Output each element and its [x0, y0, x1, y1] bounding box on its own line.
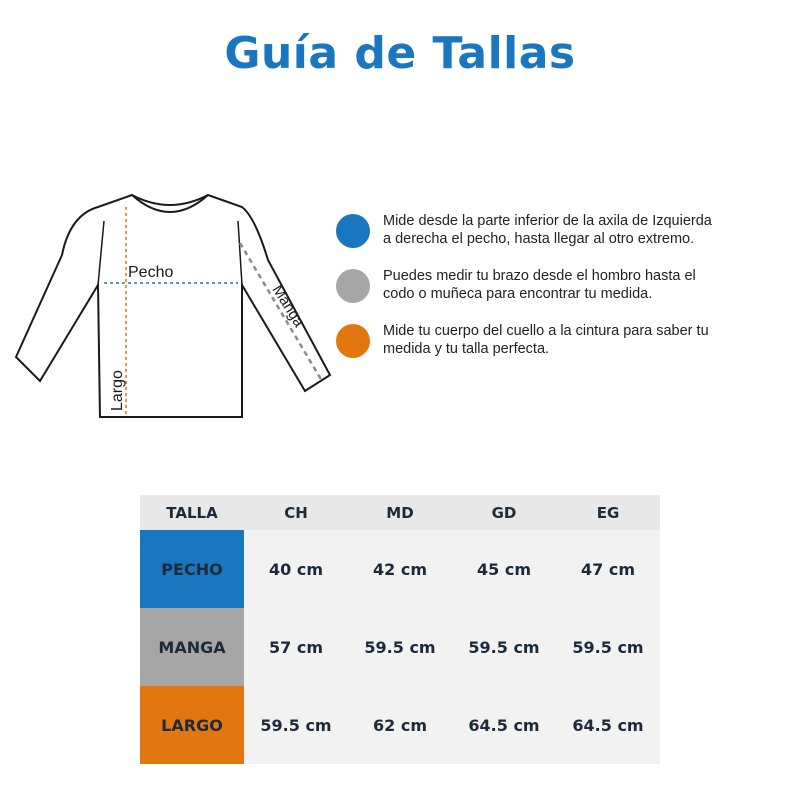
sleeve-measure-line: [240, 243, 322, 381]
table-row: [140, 608, 660, 686]
page-title: Guía de Tallas: [224, 28, 576, 79]
table-header-row: [140, 495, 660, 530]
table-cell: 59.5 cm: [348, 608, 452, 686]
table-row: [140, 686, 660, 764]
grey-dot-icon: [336, 269, 370, 303]
header-cell: GD: [452, 495, 556, 530]
sleeve-label: Manga: [268, 282, 308, 331]
table-cell: 47 cm: [556, 530, 660, 608]
measurement-legend: [336, 212, 776, 377]
table-cell: 64.5 cm: [452, 686, 556, 764]
table-cell: 42 cm: [348, 530, 452, 608]
left-sleeve-seam: [98, 221, 104, 285]
shirt-collar: [132, 195, 208, 212]
legend-item-chest: [336, 212, 776, 248]
table-cell: 64.5 cm: [556, 686, 660, 764]
chest-label: Pecho: [128, 264, 174, 281]
orange-dot-icon: [336, 324, 370, 358]
table-cell: 57 cm: [244, 608, 348, 686]
legend-item-sleeve: [336, 267, 776, 303]
table-cell: 59.5 cm: [244, 686, 348, 764]
shirt-diagram: [10, 185, 340, 425]
table-cell: 62 cm: [348, 686, 452, 764]
header-cell: CH: [244, 495, 348, 530]
legend-text: Mide tu cuerpo del cuello a la cintura para saber tu medida y tu talla perfecta.: [383, 323, 709, 357]
row-label-length: LARGO: [140, 686, 244, 764]
table-cell: 59.5 cm: [556, 608, 660, 686]
row-label-chest: PECHO: [140, 530, 244, 608]
right-sleeve-seam: [238, 221, 242, 285]
table-cell: 59.5 cm: [452, 608, 556, 686]
header-cell: TALLA: [140, 495, 244, 530]
row-label-sleeve: MANGA: [140, 608, 244, 686]
size-table: [140, 495, 660, 764]
legend-text: Puedes medir tu brazo desde el hombro hasta el codo o muñeca para encontrar tu medida.: [383, 268, 696, 302]
legend-item-length: [336, 322, 776, 358]
header-cell: MD: [348, 495, 452, 530]
blue-dot-icon: [336, 214, 370, 248]
length-label: Largo: [109, 370, 126, 411]
table-row: [140, 530, 660, 608]
table-cell: 45 cm: [452, 530, 556, 608]
table-cell: 40 cm: [244, 530, 348, 608]
header-cell: EG: [556, 495, 660, 530]
legend-text: Mide desde la parte inferior de la axila de Izquierda a derecha el pecho, hasta llegar al otro extremo.: [383, 213, 712, 247]
